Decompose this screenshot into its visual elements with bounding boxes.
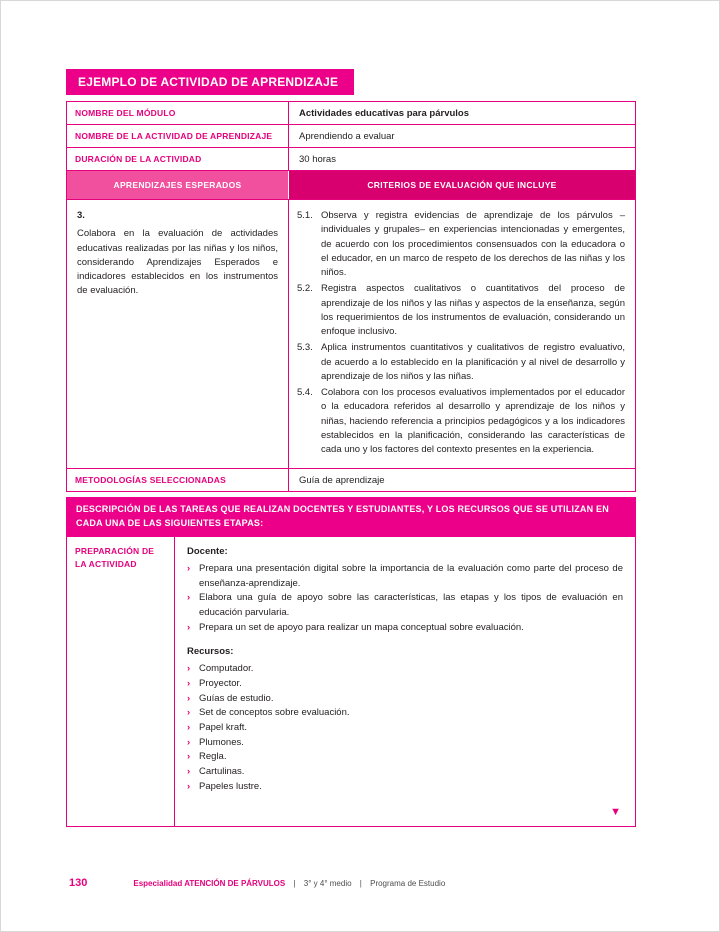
metodologias-value: Guía de aprendizaje: [299, 475, 385, 487]
modulo-label: NOMBRE DEL MÓDULO: [67, 102, 289, 124]
table-row-actividad: [67, 125, 635, 148]
list-item: [187, 692, 623, 707]
preparacion-label: PREPARACIÓN DE LA ACTIVIDAD: [67, 537, 175, 826]
docente-title: Docente:: [187, 546, 228, 558]
criterio-item: [297, 386, 625, 457]
list-item: [187, 562, 623, 591]
criterio-text: Observa y registra evidencias de aprendizaje de los párvulos –individuales y grupales– en experiencias intencionadas y emergentes, de acuerdo con los procedimientos consensuados con la educadora o el educador, en un marco de respeto de los derechos de las niñas y los niños.: [321, 210, 625, 278]
preparacion-body: [175, 537, 635, 826]
aprendizaje-texto: Colabora en la evaluación de actividades educativas realizadas por las niñas y los niños, considerando Aprendizajes Esperados e indicadores establecidos en los instrumentos de evaluación.: [77, 228, 278, 297]
aprendizaje-esperado-cell: [67, 200, 289, 468]
criterios-cell: [289, 200, 635, 468]
descripcion-banner: DESCRIPCIÓN DE LAS TAREAS QUE REALIZAN DOCENTES Y ESTUDIANTES, Y LOS RECURSOS QUE SE UTILIZAN EN CADA UNA DE LAS SIGUIENTES ETAPAS:: [66, 497, 636, 537]
criterio-item: [297, 282, 625, 339]
chevron-bullet-icon: ›: [187, 751, 191, 763]
list-item: [187, 621, 623, 636]
header-aprendizajes-esperados: APRENDIZAJES ESPERADOS: [67, 171, 289, 199]
list-item: [187, 591, 623, 620]
footer-meta: [133, 879, 445, 888]
chevron-bullet-icon: ›: [187, 621, 191, 633]
page-title: EJEMPLO DE ACTIVIDAD DE APRENDIZAJE: [66, 69, 354, 95]
modulo-value: Actividades educativas para párvulos: [299, 108, 470, 119]
chevron-bullet-icon: ›: [187, 736, 191, 748]
list-item-text: Proyector.: [199, 677, 242, 689]
actividad-value: Aprendiendo a evaluar: [299, 131, 395, 142]
chevron-bullet-icon: ›: [187, 780, 191, 792]
criterio-text: Colabora con los procesos evaluativos implementados por el educador o la educadora referidos al desarrollo y aprendizaje de los niños y niñas, haciendo referencia a principios pedagógicos y a los indicadores establecidos en la planificación, considerando las características de cada uno y los factores del contexto presentes en la experiencia.: [321, 387, 625, 455]
criterio-text: Registra aspectos cualitativos o cuantitativos del proceso de aprendizaje de los niños y las niñas y aspectos de la enseñanza, según los requerimientos de los instrumentos de evaluación, considerando un enfoque inclusivo.: [321, 283, 625, 337]
chevron-bullet-icon: ›: [187, 592, 191, 604]
aprendizaje-criterios-row: [67, 200, 635, 469]
footer-specialty: Especialidad ATENCIÓN DE PÁRVULOS: [133, 879, 286, 888]
list-item: [187, 677, 623, 692]
column-headers: [67, 171, 635, 200]
info-table: [66, 101, 636, 492]
list-item-text: Prepara un set de apoyo para realizar un mapa conceptual sobre evaluación.: [199, 621, 524, 633]
activity-table: [66, 69, 636, 827]
chevron-bullet-icon: ›: [187, 766, 191, 778]
list-item-text: Guías de estudio.: [199, 692, 274, 704]
criterio-num: 5.1.: [297, 210, 313, 221]
footer-grade: 3° y 4° medio: [303, 879, 352, 888]
criterio-item: [297, 341, 625, 384]
list-item-text: Elabora una guía de apoyo sobre las características, las etapas y los tipos de evaluación en educación parvularia.: [199, 592, 623, 618]
recursos-list: [187, 662, 623, 794]
list-item-text: Computador.: [199, 663, 254, 675]
list-item: [187, 662, 623, 677]
list-item: [187, 765, 623, 780]
duracion-label: DURACIÓN DE LA ACTIVIDAD: [67, 148, 289, 170]
docente-list: [187, 562, 623, 636]
list-item-text: Set de conceptos sobre evaluación.: [199, 707, 350, 719]
table-row-duracion: [67, 148, 635, 171]
header-criterios-evaluacion: CRITERIOS DE EVALUACIÓN QUE INCLUYE: [289, 171, 635, 199]
actividad-label: NOMBRE DE LA ACTIVIDAD DE APRENDIZAJE: [67, 125, 289, 147]
criterio-text: Aplica instrumentos cuantitativos y cualitativos de registro evaluativo, de acuerdo a lo establecido en la planificación y al nivel de desarrollo y aprendizaje de los niños y las niñas.: [321, 342, 625, 382]
list-item-text: Prepara una presentación digital sobre la importancia de la evaluación como parte del proceso de enseñanza-aprendizaje.: [199, 562, 623, 589]
list-item: [187, 706, 623, 721]
chevron-bullet-icon: ›: [187, 692, 191, 704]
duracion-value: 30 horas: [299, 154, 336, 165]
chevron-bullet-icon: ›: [187, 707, 191, 719]
criterio-num: 5.2.: [297, 283, 313, 295]
table-row-metodologias: [67, 469, 635, 492]
continuation-arrow-icon: ▼: [610, 805, 621, 818]
footer-separator: |: [293, 879, 296, 888]
list-item-text: Cartulinas.: [199, 766, 245, 778]
page-footer: [69, 877, 445, 889]
list-item-text: Regla.: [199, 751, 227, 763]
aprendizaje-numero: 3.: [77, 210, 85, 221]
chevron-bullet-icon: ›: [187, 722, 191, 734]
footer-program: Programa de Estudio: [370, 879, 446, 888]
list-item-text: Plumones.: [199, 736, 244, 748]
chevron-bullet-icon: ›: [187, 562, 191, 574]
list-item-text: Papel kraft.: [199, 722, 248, 734]
list-item: [187, 780, 623, 795]
list-item-text: Papeles lustre.: [199, 780, 262, 792]
criterio-item: [297, 209, 625, 280]
recursos-title: Recursos:: [187, 646, 234, 658]
chevron-bullet-icon: ›: [187, 677, 191, 689]
criterio-num: 5.3.: [297, 342, 313, 354]
list-item: [187, 750, 623, 765]
footer-separator: |: [359, 879, 362, 888]
table-row-modulo: [67, 102, 635, 125]
chevron-bullet-icon: ›: [187, 663, 191, 675]
criterio-num: 5.4.: [297, 387, 313, 398]
list-item: [187, 721, 623, 736]
preparacion-row: [66, 537, 636, 827]
list-item: [187, 736, 623, 751]
metodologias-label: METODOLOGÍAS SELECCIONADAS: [67, 469, 289, 491]
page-number: 130: [69, 877, 88, 889]
